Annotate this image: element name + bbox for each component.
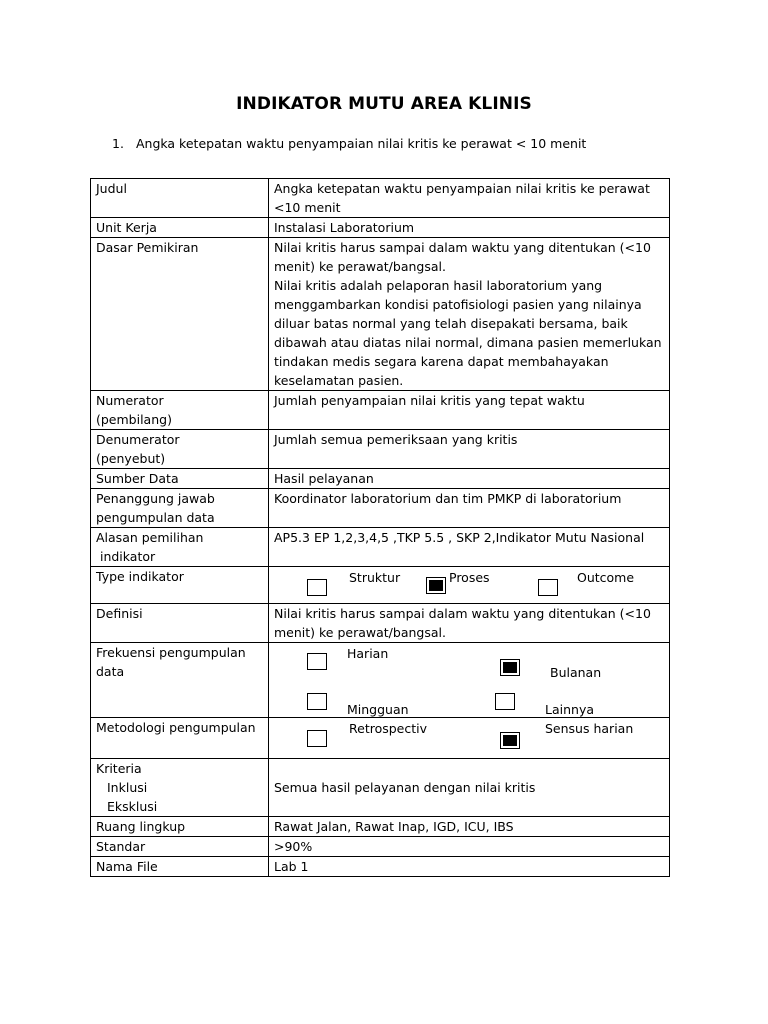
checkbox-retrospectiv[interactable] [307,730,327,747]
kriteria-inklusi: Inklusi [107,780,148,795]
checkbox-harian[interactable] [307,653,327,670]
dasar-line: tindakan medis segara karena dapat membahayakan [274,354,609,369]
checkbox-mingguan[interactable] [307,693,327,710]
label-numerator-line1: Numerator [96,393,164,408]
indicator-table [90,178,670,877]
value-file: Lab 1 [269,857,670,877]
label-denumerator-line1: Denumerator [96,432,180,447]
dasar-line: Nilai kritis adalah pelaporan hasil laboratorium yang [274,278,603,293]
item-number: 1. [112,136,124,151]
option-retrospectiv: Retrospectiv [349,721,428,736]
value-definisi-line1: Nilai kritis harus sampai dalam waktu yang ditentukan (<10 [274,606,651,621]
item-text: Angka ketepatan waktu penyampaian nilai kritis ke perawat < 10 menit [136,136,587,151]
row-judul [91,179,670,218]
value-definisi [269,604,670,643]
dasar-line: diluar batas normal yang telah disepakati bersama, baik [274,316,628,331]
row-file [91,857,670,877]
metodologi-options [269,718,670,759]
label-judul: Judul [91,179,269,218]
row-sumber [91,469,670,489]
option-struktur: Struktur [349,570,401,585]
label-metodologi: Metodologi pengumpulan [91,718,269,759]
value-kriteria [269,759,670,817]
value-dasar [269,238,670,391]
label-alasan [91,528,269,567]
row-standar [91,837,670,857]
checkbox-outcome[interactable] [538,579,558,596]
checkbox-bulanan[interactable] [500,659,520,676]
row-penanggung [91,489,670,528]
dasar-line: dibawah atau diatas nilai normal, dimana pasien memerlukan [274,335,662,350]
row-alasan [91,528,670,567]
label-penanggung [91,489,269,528]
label-unit: Unit Kerja [91,218,269,238]
value-unit: Instalasi Laboratorium [269,218,670,238]
dasar-line: Nilai kritis harus sampai dalam waktu yang ditentukan (<10 [274,240,651,255]
option-sensus-harian: Sensus harian [545,721,634,736]
kriteria-eksklusi: Eksklusi [107,799,158,814]
value-standar: >90% [269,837,670,857]
label-alasan-line2: indikator [96,549,156,564]
label-denumerator [91,430,269,469]
label-frekuensi-line1: Frekuensi pengumpulan [96,645,246,660]
label-type: Type indikator [91,567,269,604]
row-type [91,567,670,604]
label-kriteria [91,759,269,817]
checkbox-sensus-harian[interactable] [500,732,520,749]
checkbox-lainnya[interactable] [495,693,515,710]
row-definisi [91,604,670,643]
row-kriteria [91,759,670,817]
label-standar: Standar [91,837,269,857]
value-alasan: AP5.3 EP 1,2,3,4,5 ,TKP 5.5 , SKP 2,Indikator Mutu Nasional [269,528,670,567]
row-denumerator [91,430,670,469]
value-judul-line2: <10 menit [274,200,341,215]
value-penanggung: Koordinator laboratorium dan tim PMKP di laboratorium [269,489,670,528]
option-harian: Harian [347,646,389,661]
row-metodologi [91,718,670,759]
label-denumerator-line2: (penyebut) [96,451,166,466]
value-ruang: Rawat Jalan, Rawat Inap, IGD, ICU, IBS [269,817,670,837]
value-judul-line1: Angka ketepatan waktu penyampaian nilai kritis ke perawat [274,181,650,196]
label-definisi: Definisi [91,604,269,643]
label-dasar: Dasar Pemikiran [91,238,269,391]
dasar-line: menggambarkan kondisi patofisiologi pasien yang nilainya [274,297,642,312]
label-penanggung-line1: Penanggung jawab [96,491,215,506]
option-lainnya: Lainnya [545,702,594,717]
row-ruang [91,817,670,837]
label-file: Nama File [91,857,269,877]
checkbox-struktur[interactable] [307,579,327,596]
kriteria-label: Kriteria [96,761,142,776]
option-bulanan: Bulanan [550,665,602,680]
value-definisi-line2: menit) ke perawat/bangsal. [274,625,446,640]
value-numerator: Jumlah penyampaian nilai kritis yang tepat waktu [269,391,670,430]
label-alasan-line1: Alasan pemilihan [96,530,204,545]
label-frekuensi [91,643,269,718]
frekuensi-options [269,643,670,718]
option-outcome: Outcome [577,570,635,585]
row-numerator [91,391,670,430]
row-frekuensi [91,643,670,718]
label-ruang: Ruang lingkup [91,817,269,837]
checkbox-proses[interactable] [426,577,446,594]
row-unit [91,218,670,238]
value-sumber: Hasil pelayanan [269,469,670,489]
option-mingguan: Mingguan [347,702,409,717]
value-kriteria-text: Semua hasil pelayanan dengan nilai kritis [274,780,536,795]
value-denumerator: Jumlah semua pemeriksaan yang kritis [269,430,670,469]
indicator-item [112,136,586,151]
value-judul [269,179,670,218]
label-penanggung-line2: pengumpulan data [96,510,215,525]
page-title: INDIKATOR MUTU AREA KLINIS [236,94,532,114]
row-dasar [91,238,670,391]
dasar-line: keselamatan pasien. [274,373,404,388]
dasar-line: menit) ke perawat/bangsal. [274,259,446,274]
label-sumber: Sumber Data [91,469,269,489]
type-options [269,567,670,604]
option-proses: Proses [449,570,490,585]
label-frekuensi-line2: data [96,664,125,679]
label-numerator [91,391,269,430]
label-numerator-line2: (pembilang) [96,412,172,427]
